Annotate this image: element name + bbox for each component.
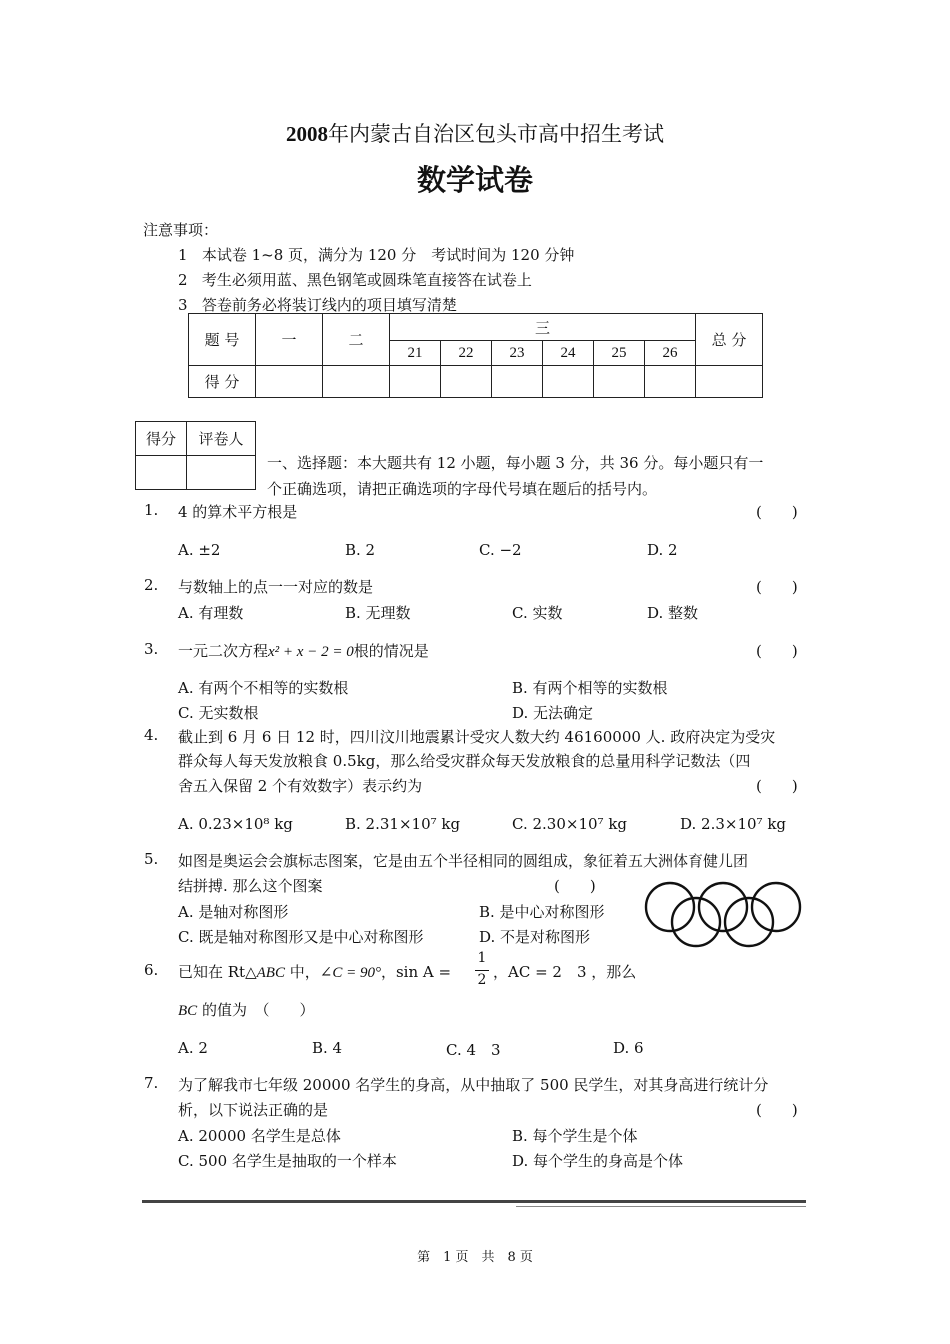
score-row-label: 得 分 xyxy=(189,366,256,398)
question-number: 7. xyxy=(144,1074,159,1092)
question-number: 5. xyxy=(144,850,159,868)
score-table-col-one: 一 xyxy=(256,314,323,366)
ring xyxy=(672,898,720,946)
question-line: 截止到 6 月 6 日 12 时，四川汶川地震累计受灾人数大约 46160000 人. 政府决定为受灾 xyxy=(178,728,776,746)
exam-title-text: 年内蒙古自治区包头市高中招生考试 xyxy=(328,122,664,146)
option-c: C. 实数 xyxy=(512,604,563,622)
option-c: C. 4 3 xyxy=(446,1041,501,1059)
question-stem: 4 的算术平方根是 xyxy=(178,503,298,521)
grader-score-cell[interactable] xyxy=(136,456,187,490)
score-cell[interactable] xyxy=(441,366,492,398)
stem-text: 一元二次方程 xyxy=(178,642,269,660)
score-table-subcol: 22 xyxy=(441,341,492,366)
answer-paren[interactable]: ( ) xyxy=(756,503,798,521)
answer-paren[interactable]: ( ) xyxy=(554,877,596,895)
fraction-denominator: 2 xyxy=(477,972,487,988)
option-d: D. 无法确定 xyxy=(512,704,594,722)
question-line: 舍五入保留 2 个有效数字）表示约为 xyxy=(178,777,423,795)
question-number: 2. xyxy=(144,576,159,594)
notes-heading: 注意事项： xyxy=(143,221,219,239)
note-num: 1 xyxy=(178,246,188,264)
score-table-subcol: 24 xyxy=(543,341,594,366)
fraction-bar xyxy=(475,970,489,971)
question-number: 3. xyxy=(144,640,159,658)
bottom-rule xyxy=(142,1200,806,1203)
option-b: B. 有两个相等的实数根 xyxy=(512,679,668,697)
angle-value: C = 90° xyxy=(332,965,381,981)
question-number: 4. xyxy=(144,726,159,744)
question-number: 6. xyxy=(144,961,159,979)
note-text: 本试卷 1~8 页，满分为 120 分 考试时间为 120 分钟 xyxy=(201,246,575,264)
ring xyxy=(699,883,747,931)
score-table-col-two: 二 xyxy=(323,314,390,366)
score-table-subcol: 21 xyxy=(390,341,441,366)
option-a: A. 20000 名学生是总体 xyxy=(178,1127,341,1145)
score-cell[interactable] xyxy=(594,366,645,398)
exam-title-line2: 数学试卷 xyxy=(416,163,533,197)
option-d: D. 不是对称图形 xyxy=(479,928,591,946)
bottom-rule-thin xyxy=(516,1206,806,1207)
option-b: B. 2.31×10⁷ kg xyxy=(345,815,461,833)
sin-text: ，sin A = xyxy=(380,963,452,981)
option-a: A. 2 xyxy=(178,1039,208,1057)
answer-paren[interactable]: ( ) xyxy=(756,777,798,795)
note-num: 2 xyxy=(178,271,188,289)
option-d: D. 每个学生的身高是个体 xyxy=(512,1152,684,1170)
question-stem xyxy=(178,961,451,982)
question-number: 1. xyxy=(144,501,159,519)
option-d: D. 6 xyxy=(613,1039,644,1057)
question-line: 为了解我市七年级 20000 名学生的身高，从中抽取了 500 民学生，对其身高进行统计分 xyxy=(178,1076,769,1094)
stem-text: 已知在 Rt△ xyxy=(178,963,257,981)
exam-title-line1 xyxy=(0,118,950,148)
fraction-numerator: 1 xyxy=(477,950,487,966)
score-cell[interactable] xyxy=(256,366,323,398)
option-a: A. 有两个不相等的实数根 xyxy=(178,679,349,697)
grader-name-cell[interactable] xyxy=(187,456,256,490)
question-line: 析，以下说法正确的是 xyxy=(178,1101,329,1119)
score-table-col-three: 三 xyxy=(390,314,696,341)
option-b: B. 无理数 xyxy=(345,604,411,622)
score-table-subcol: 25 xyxy=(594,341,645,366)
score-table xyxy=(188,313,763,398)
option-b: B. 是中心对称图形 xyxy=(479,903,605,921)
grader-box xyxy=(135,421,256,490)
grader-name-label: 评卷人 xyxy=(187,422,256,456)
stem-text: 中，∠ xyxy=(284,963,333,981)
bc-var: BC xyxy=(178,1003,198,1019)
answer-paren[interactable]: ( ) xyxy=(756,1101,798,1119)
option-b: B. 4 xyxy=(312,1039,343,1057)
score-cell[interactable] xyxy=(323,366,390,398)
exam-year: 2008 xyxy=(286,122,328,146)
ring xyxy=(646,883,694,931)
note-item xyxy=(178,294,457,315)
option-a: A. ±2 xyxy=(178,541,221,559)
score-table-header: 题 号 xyxy=(189,314,256,366)
option-c: C. 既是轴对称图形又是中心对称图形 xyxy=(178,928,424,946)
score-table-subcol: 23 xyxy=(492,341,543,366)
grader-score-label: 得分 xyxy=(136,422,187,456)
option-a: A. 是轴对称图形 xyxy=(178,903,289,921)
ring xyxy=(752,883,800,931)
equation: x² + x − 2 = 0 xyxy=(268,644,354,660)
question-line xyxy=(178,999,314,1020)
option-a: A. 有理数 xyxy=(178,604,244,622)
note-item xyxy=(178,269,532,290)
score-table-subcol: 26 xyxy=(645,341,696,366)
ring xyxy=(725,898,773,946)
option-c: C. 500 名学生是抽取的一个样本 xyxy=(178,1152,397,1170)
page-footer: 第 1 页 共 8 页 xyxy=(417,1250,533,1265)
stem-text: 根的情况是 xyxy=(353,642,429,660)
option-d: D. 2 xyxy=(647,541,678,559)
note-num: 3 xyxy=(178,296,188,314)
score-cell[interactable] xyxy=(696,366,763,398)
section1-line2: 个正确选项，请把正确选项的字母代号填在题后的括号内。 xyxy=(267,480,658,498)
answer-paren[interactable]: ( ) xyxy=(756,578,798,596)
option-a: A. 0.23×10⁸ kg xyxy=(178,815,293,833)
score-cell[interactable] xyxy=(492,366,543,398)
score-cell[interactable] xyxy=(390,366,441,398)
score-cell[interactable] xyxy=(543,366,594,398)
question-line: 如图是奥运会会旗标志图案，它是由五个半径相同的圆组成，象征着五大洲体育健儿团 xyxy=(178,852,749,870)
olympic-rings-figure xyxy=(640,880,810,948)
option-d: D. 整数 xyxy=(647,604,699,622)
option-c: C. 无实数根 xyxy=(178,704,259,722)
section1-line1: 一、选择题：本大题共有 12 小题，每小题 3 分，共 36 分。每小题只有一 xyxy=(267,454,764,472)
option-c: C. 2.30×10⁷ kg xyxy=(512,815,628,833)
question-stem: 与数轴上的点一一对应的数是 xyxy=(178,578,374,596)
question-stem xyxy=(178,640,429,661)
question-line: 群众每人每天发放粮食 0.5kg，那么给受灾群众每天发放粮食的总量用科学记数法（四 xyxy=(178,752,751,770)
answer-paren[interactable]: ( ) xyxy=(756,642,798,660)
note-text: 答卷前务必将装订线内的项目填写清楚 xyxy=(201,296,457,314)
score-cell[interactable] xyxy=(645,366,696,398)
option-b: B. 每个学生是个体 xyxy=(512,1127,638,1145)
score-table-total: 总 分 xyxy=(696,314,763,366)
stem-text: 的值为 （ ） xyxy=(197,1001,315,1019)
note-text: 考生必须用蓝、黑色钢笔或圆珠笔直接答在试卷上 xyxy=(201,271,532,289)
option-d: D. 2.3×10⁷ kg xyxy=(680,815,787,833)
question-line: 结拼搏. 那么这个图案 xyxy=(178,877,323,895)
option-b: B. 2 xyxy=(345,541,376,559)
note-item xyxy=(178,244,574,265)
option-c: C. −2 xyxy=(479,541,522,559)
question-stem-tail: ，AC = 2 3 ，那么 xyxy=(493,963,637,981)
triangle-var: ABC xyxy=(256,965,285,981)
